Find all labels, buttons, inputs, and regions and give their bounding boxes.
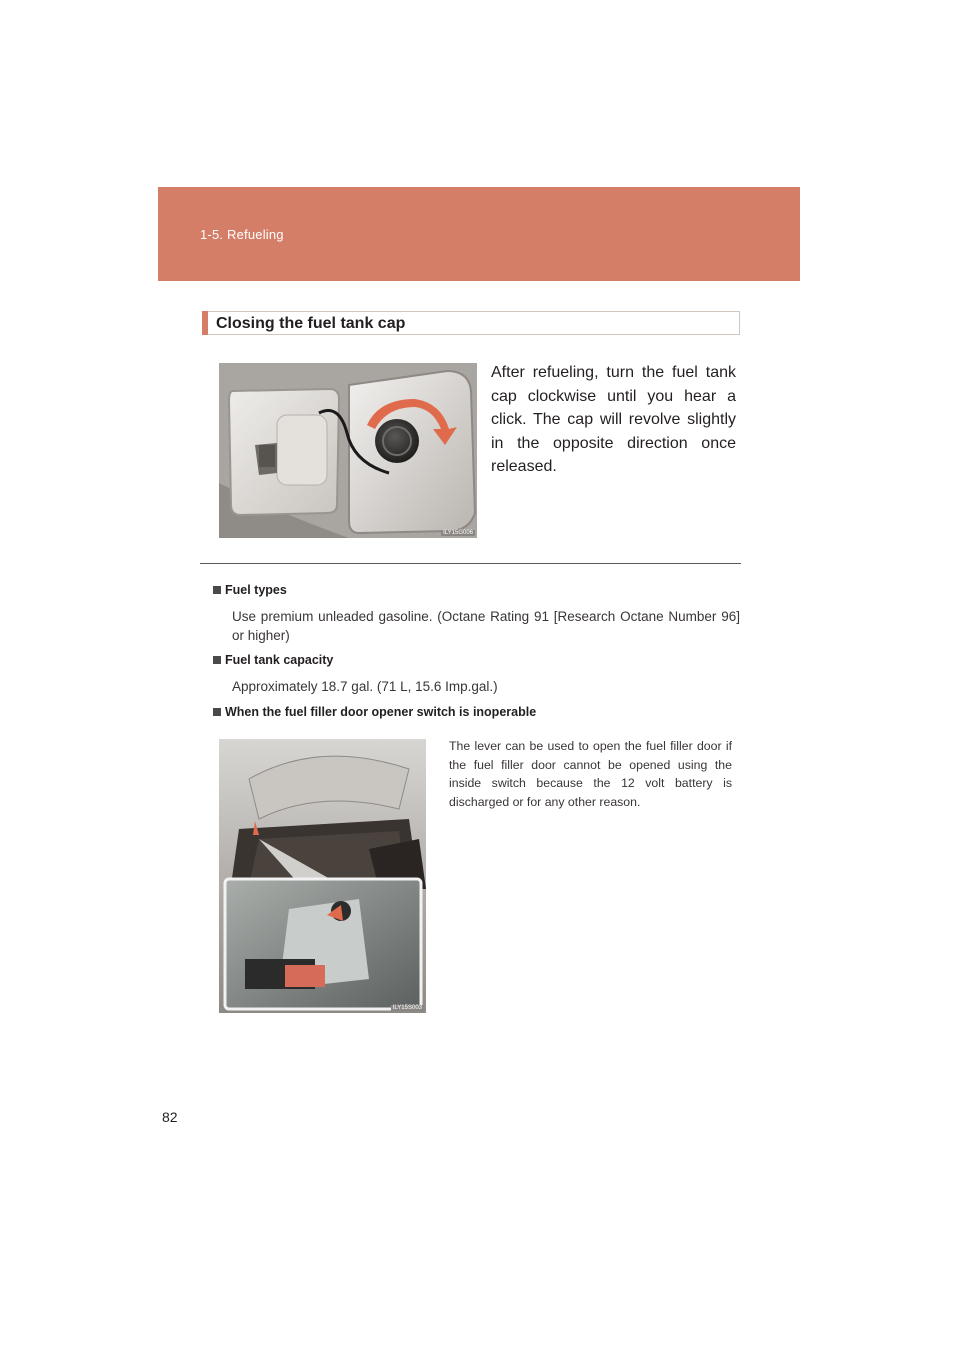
page-number: 82 <box>162 1109 178 1125</box>
section-breadcrumb: 1-5. Refueling <box>200 227 284 242</box>
image-code-label: ILY15S003 <box>392 1005 422 1011</box>
note-heading-fuel-tank-capacity <box>213 653 333 667</box>
note-heading-opener-inoperable <box>213 705 536 719</box>
square-bullet-icon <box>213 708 221 716</box>
trunk-lever-illustration <box>219 739 426 1013</box>
divider-rule <box>200 563 741 564</box>
fuel-cap-photo <box>219 363 477 538</box>
heading-accent-bar <box>202 311 208 335</box>
note-text-fuel-types: Use premium unleaded gasoline. (Octane Rating 91 [Research Octane Number 96] or higher) <box>232 609 740 643</box>
fuel-cap-illustration <box>219 363 477 538</box>
note-text-fuel-tank-capacity: Approximately 18.7 gal. (71 L, 15.6 Imp.gal.) <box>232 679 498 694</box>
note-text-opener-inoperable: The lever can be used to open the fuel filler door if the fuel filler door cannot be opened using the inside switch because the 12 volt battery is discharged or for any other reason. <box>449 739 732 809</box>
section-heading <box>202 311 740 335</box>
trunk-lever-photo <box>219 739 426 1013</box>
header-band <box>158 187 800 281</box>
note-heading-text: Fuel tank capacity <box>225 653 334 667</box>
section-title: Closing the fuel tank cap <box>216 315 406 332</box>
note-heading-text: Fuel types <box>225 583 287 597</box>
square-bullet-icon <box>213 586 221 594</box>
note-heading-fuel-types <box>213 583 287 597</box>
image-code-label: ILY15G006 <box>443 530 473 536</box>
section-body-text: After refueling, turn the fuel tank cap clockwise until you hear a click. The cap will revolve slightly in the opposite direction once released. <box>491 364 736 475</box>
note-heading-text: When the fuel filler door opener switch is inoperable <box>225 705 537 719</box>
square-bullet-icon <box>213 656 221 664</box>
